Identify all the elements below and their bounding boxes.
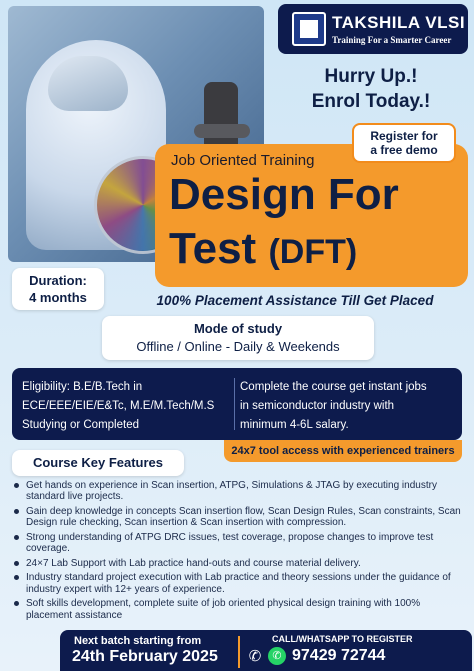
chip-logo-icon xyxy=(292,12,326,46)
tool-access-strip: 24x7 tool access with experienced trainers xyxy=(224,440,462,462)
duration-label: Duration: xyxy=(29,273,87,288)
brand-name: TAKSHILA VLSI xyxy=(332,13,466,32)
register-demo-button[interactable] xyxy=(352,123,456,163)
course-title-word: Test xyxy=(169,224,257,273)
whatsapp-icon: ✆ xyxy=(268,647,286,665)
eligibility-line-3: Studying or Completed xyxy=(22,419,139,431)
placement-tagline: 100% Placement Assistance Till Get Placed xyxy=(156,293,434,308)
study-mode-heading: Mode of study xyxy=(193,321,283,336)
call-label: CALL/WHATSAPP TO REGISTER xyxy=(272,634,413,644)
eligibility-line-2: ECE/EEE/EIE/E&Tc, M.E/M.Tech/M.S xyxy=(22,400,215,412)
course-banner xyxy=(155,144,468,287)
list-item: 24×7 Lab Support with Lab practice hand-outs and course material delivery. xyxy=(12,558,468,569)
phone-number-link[interactable]: 97429 72744 xyxy=(292,647,386,664)
list-item: Gain deep knowledge in concepts Scan insertion flow, Scan Design Rules, Scan constraints, Scan Design rule checking, Scan insertion & Scan insertion with compression. xyxy=(12,506,468,528)
features-list xyxy=(12,480,468,624)
duration-value: 4 months xyxy=(29,290,87,305)
hurry-line-2: Enrol Today.! xyxy=(311,91,431,112)
footer-divider xyxy=(238,636,240,668)
register-line-1: Register for xyxy=(370,129,438,143)
eligibility-text xyxy=(22,378,228,435)
eligibility-line-1: Eligibility: B.E/B.Tech in xyxy=(22,381,143,393)
study-mode-box xyxy=(102,316,374,360)
course-title-line-1: Design For xyxy=(169,170,399,219)
hurry-line-1: Hurry Up.! xyxy=(324,66,418,87)
list-item: Strong understanding of ATPG DRC issues, test coverage, propose changes to improve test coverage. xyxy=(12,532,468,554)
hurry-heading xyxy=(276,64,466,114)
eligibility-panel xyxy=(12,368,462,440)
batch-date: 24th February 2025 xyxy=(72,648,218,665)
course-kicker: Job Oriented Training xyxy=(171,152,315,169)
duration-badge xyxy=(12,268,104,310)
jobs-line-3: minimum 4-6L salary. xyxy=(240,419,349,431)
jobs-line-1: Complete the course get instant jobs xyxy=(240,381,427,393)
engineer-visor xyxy=(48,56,128,111)
panel-divider xyxy=(234,378,235,430)
features-heading: Course Key Features xyxy=(12,450,184,476)
list-item: Industry standard project execution with Lab practice and theory sessions under the guidance of industry expert with 12+ years of experience. xyxy=(12,572,468,594)
brand-tagline: Training For a Smarter Career xyxy=(332,35,452,45)
study-mode-value: Offline / Online - Daily & Weekends xyxy=(136,339,340,354)
microscope-arm xyxy=(194,124,250,138)
list-item: Get hands on experience in Scan insertion, ATPG, Simulations & JTAG by executing industry standard live projects. xyxy=(12,480,468,502)
course-title-line-2 xyxy=(169,224,357,274)
course-title-abbr: (DFT) xyxy=(268,233,358,271)
jobs-text xyxy=(240,378,456,435)
phone-icon: ✆ xyxy=(248,647,262,665)
jobs-line-2: in semiconductor industry with xyxy=(240,400,395,412)
register-line-2: a free demo xyxy=(370,143,438,157)
footer-bar xyxy=(60,630,472,671)
list-item: Soft skills development, complete suite of job oriented physical design training with 100% placement assistance xyxy=(12,598,468,620)
brand-logo xyxy=(278,4,468,54)
batch-label: Next batch starting from xyxy=(74,635,202,647)
